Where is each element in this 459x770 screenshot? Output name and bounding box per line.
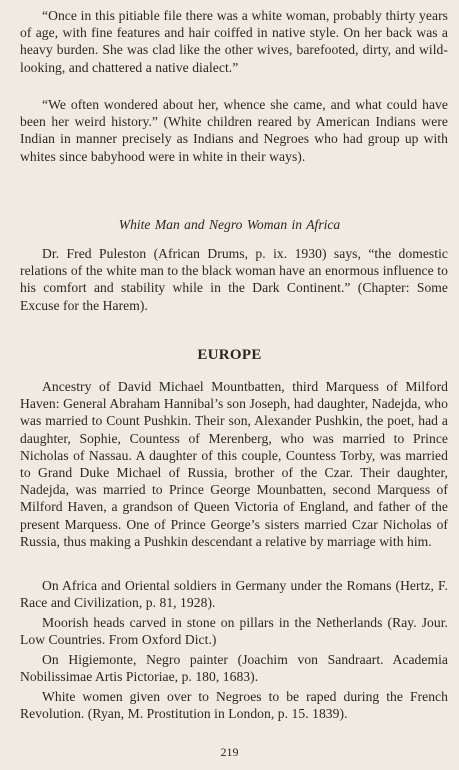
paragraph-mountbatten-ancestry: Ancestry of David Michael Mountbatten, third Marquess of Milford Haven: General Abraham Hannibal’s son Joseph, had daughter, Nadejda, who was married to Count Pushkin. Their son, Alexander Pushkin, the poet, had a daughter, Sophie, Countess of Merenberg, who was married to Prince Nicholas of Nassau. A daughter of this couple, Countess Torby, was married to Grand Duke Michael of Russia, brother of the Czar. Their daughter, Nadejda, was married to Prince George Mounbatten, second Marquess of Milford Haven, a grandson of Queen Victoria of England, and father of the present Marquess. One of Prince George’s sisters married Czar Nicholas of Russia, thus making a Pushkin descendant a relative by marriage with him.	[20, 379, 448, 549]
section-heading-europe: EUROPE	[197, 347, 262, 363]
paragraph-roman-soldiers: On Africa and Oriental soldiers in Germany under the Romans (Hertz, F. Race and Civilization, p. 81, 1928).	[20, 578, 448, 611]
quote-paragraph-white-woman: “Once in this pitiable file there was a white woman, probably thirty years of age, with fine features and hair coiffed in native style. On her back was a heavy burden. She was clad like the other wives, barefooted, dirty, and wild-looking, and chattered a native dialect.”	[20, 8, 448, 75]
paragraph-puleston: Dr. Fred Puleston (African Drums, p. ix. 1930) says, “the domestic relations of the white man to the black woman have an enormous influence to his comfort and stability while in the Dark Continent.” (Chapter: Some Excuse for the Harem).	[20, 246, 448, 313]
section-subheading: White Man and Negro Woman in Africa	[118, 217, 341, 232]
quote-paragraph-weird-history: “We often wondered about her, whence she came, and what could have been her weird history.” (White children reared by American Indians were Indian in manner precisely as Indians and Negroes who had group up with whites since babyhood were in white in their ways).	[20, 97, 448, 164]
paragraph-moorish-heads: Moorish heads carved in stone on pillars in the Netherlands (Ray. Jour. Low Countries. From Oxford Dict.)	[20, 615, 448, 648]
page-number: 219	[220, 745, 239, 759]
paragraph-french-revolution: White women given over to Negroes to be raped during the French Revolution. (Ryan, M. Prostitution in London, p. 15. 1839).	[20, 689, 448, 722]
paragraph-higiemonte: On Higiemonte, Negro painter (Joachim von Sandraart. Academia Nobilissimae Artis Pictoriae, p. 180, 1683).	[20, 652, 448, 685]
